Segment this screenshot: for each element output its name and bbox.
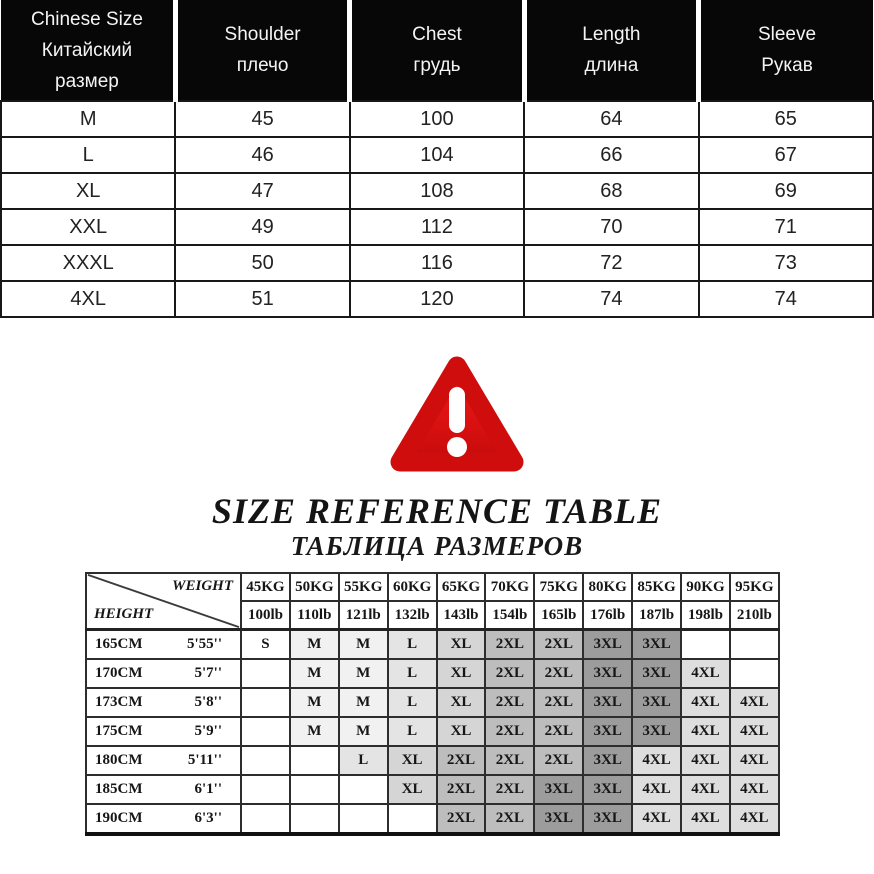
- size-cell: M: [339, 659, 388, 688]
- table-cell: XXXL: [1, 245, 175, 281]
- reference-row: [86, 746, 779, 775]
- size-cell: L: [339, 746, 388, 775]
- table-cell: 112: [350, 209, 524, 245]
- size-cell: [730, 630, 779, 660]
- size-cell: [241, 659, 290, 688]
- header-line: Китайский: [41, 39, 133, 61]
- weight-lb-cell: 121lb: [339, 601, 388, 630]
- table-cell: 71: [699, 209, 873, 245]
- table-cell: M: [1, 101, 175, 137]
- table-row: [1, 101, 873, 137]
- size-cell: 2XL: [485, 688, 534, 717]
- size-cell: L: [388, 717, 437, 746]
- weight-lb-cell: 210lb: [730, 601, 779, 630]
- height-cm: 185CM: [95, 781, 143, 797]
- size-cell: L: [388, 630, 437, 660]
- size-cell: 3XL: [632, 688, 681, 717]
- size-cell: 4XL: [681, 659, 730, 688]
- height-cm: 180CM: [95, 752, 143, 768]
- weight-lb-cell: 110lb: [290, 601, 339, 630]
- size-cell: 2XL: [437, 775, 486, 804]
- exclamation-bar: [449, 387, 465, 433]
- height-ft: 5'7'': [194, 665, 222, 681]
- weight-lb-cell: 187lb: [632, 601, 681, 630]
- weight-kg-cell: 80KG: [583, 573, 632, 601]
- weight-kg-cell: 55KG: [339, 573, 388, 601]
- size-cell: 4XL: [681, 804, 730, 834]
- height-label-cell: [86, 630, 241, 660]
- weight-kg-cell: 95KG: [730, 573, 779, 601]
- height-label-cell: [86, 717, 241, 746]
- table-cell: XL: [1, 173, 175, 209]
- header-line: длина: [584, 55, 639, 76]
- table-cell: 69: [699, 173, 873, 209]
- size-cell: 2XL: [534, 659, 583, 688]
- corner-weight-label: WEIGHT: [172, 578, 233, 594]
- header-line: грудь: [413, 55, 461, 76]
- reference-row: [86, 688, 779, 717]
- size-cell: 2XL: [485, 630, 534, 660]
- size-cell: 4XL: [681, 717, 730, 746]
- height-label-cell: [86, 746, 241, 775]
- size-cell: 4XL: [730, 775, 779, 804]
- size-cell: 3XL: [583, 659, 632, 688]
- size-cell: S: [241, 630, 290, 660]
- table-cell: 67: [699, 137, 873, 173]
- table-cell: 73: [699, 245, 873, 281]
- size-cell: 4XL: [681, 775, 730, 804]
- size-cell: XL: [437, 688, 486, 717]
- size-cell: M: [290, 688, 339, 717]
- size-cell: 2XL: [437, 804, 486, 834]
- measurement-table: [0, 0, 874, 318]
- table-row: [1, 281, 873, 317]
- reference-row: [86, 630, 779, 660]
- size-cell: 2XL: [437, 746, 486, 775]
- size-cell: 4XL: [632, 804, 681, 834]
- reference-row: [86, 804, 779, 834]
- weight-lb-cell: 198lb: [681, 601, 730, 630]
- height-label: [87, 694, 240, 711]
- table-row: [1, 173, 873, 209]
- size-cell: [730, 659, 779, 688]
- measurement-header-cell: [175, 0, 349, 101]
- size-cell: 3XL: [534, 804, 583, 834]
- height-label-cell: [86, 775, 241, 804]
- height-label: [87, 723, 240, 740]
- reference-row: [86, 717, 779, 746]
- size-cell: 3XL: [583, 688, 632, 717]
- measurement-header-cell: [350, 0, 524, 101]
- height-label: [87, 752, 240, 769]
- size-cell: 4XL: [632, 775, 681, 804]
- table-row: [1, 137, 873, 173]
- table-cell: 66: [524, 137, 698, 173]
- warning-section: [0, 318, 874, 476]
- reference-title: SIZE REFERENCE TABLE: [211, 491, 663, 531]
- header-line: размер: [55, 70, 119, 92]
- size-cell: 3XL: [632, 630, 681, 660]
- table-cell: 51: [175, 281, 349, 317]
- table-cell: 49: [175, 209, 349, 245]
- table-cell: 45: [175, 101, 349, 137]
- height-cm: 165CM: [95, 636, 143, 652]
- table-cell: 70: [524, 209, 698, 245]
- size-cell: 2XL: [485, 746, 534, 775]
- measurement-table-head: [1, 0, 873, 101]
- size-cell: M: [339, 688, 388, 717]
- size-cell: 2XL: [534, 717, 583, 746]
- size-cell: XL: [437, 659, 486, 688]
- height-label-cell: [86, 688, 241, 717]
- header-line: Chinese Size: [30, 8, 143, 30]
- size-cell: [290, 804, 339, 834]
- size-cell: [241, 688, 290, 717]
- size-cell: 3XL: [583, 775, 632, 804]
- table-cell: 72: [524, 245, 698, 281]
- table-cell: 65: [699, 101, 873, 137]
- header-line: Sleeve: [757, 24, 817, 45]
- size-cell: 3XL: [632, 717, 681, 746]
- height-cm: 173CM: [95, 694, 143, 710]
- table-cell: 116: [350, 245, 524, 281]
- reference-subtitle: ТАБЛИЦА РАЗМЕРОВ: [290, 531, 584, 561]
- height-ft: 6'1'': [194, 781, 222, 797]
- header-line: Shoulder: [224, 24, 301, 45]
- size-cell: L: [388, 659, 437, 688]
- size-cell: [681, 630, 730, 660]
- weight-kg-cell: 45KG: [241, 573, 290, 601]
- table-cell: 120: [350, 281, 524, 317]
- height-label: [87, 781, 240, 798]
- header-line: Chest: [412, 24, 462, 45]
- reference-table-body: [86, 630, 779, 835]
- weight-lb-cell: 132lb: [388, 601, 437, 630]
- size-cell: M: [290, 717, 339, 746]
- height-ft: 5'9'': [194, 723, 222, 739]
- size-cell: 2XL: [485, 804, 534, 834]
- weight-kg-cell: 75KG: [534, 573, 583, 601]
- measurement-header-row: [1, 0, 873, 101]
- height-cm: 190CM: [95, 810, 143, 826]
- header-line: Рукав: [761, 55, 813, 76]
- height-weight-corner-cell: [86, 573, 241, 630]
- size-cell: 4XL: [681, 746, 730, 775]
- size-cell: 4XL: [730, 804, 779, 834]
- table-cell: XXL: [1, 209, 175, 245]
- weight-kg-cell: 70KG: [485, 573, 534, 601]
- height-ft: 5'55'': [186, 636, 222, 652]
- reference-table: [85, 572, 780, 836]
- height-label: [87, 810, 240, 827]
- size-cell: XL: [388, 775, 437, 804]
- table-cell: 64: [524, 101, 698, 137]
- size-cell: 3XL: [583, 804, 632, 834]
- table-cell: 68: [524, 173, 698, 209]
- table-row: [1, 245, 873, 281]
- height-label: [87, 665, 240, 682]
- size-cell: 4XL: [681, 688, 730, 717]
- size-cell: 2XL: [485, 659, 534, 688]
- measurement-table-body: [1, 101, 873, 317]
- table-cell: 50: [175, 245, 349, 281]
- exclamation-dot: [447, 437, 467, 457]
- size-cell: 2XL: [485, 717, 534, 746]
- measurement-header-cell: [524, 0, 698, 101]
- size-cell: 4XL: [730, 688, 779, 717]
- size-cell: [241, 717, 290, 746]
- table-cell: 104: [350, 137, 524, 173]
- size-cell: 3XL: [632, 659, 681, 688]
- height-cm: 175CM: [95, 723, 143, 739]
- weight-kg-cell: 90KG: [681, 573, 730, 601]
- size-cell: [339, 804, 388, 834]
- table-cell: 74: [524, 281, 698, 317]
- size-cell: [241, 746, 290, 775]
- measurement-header-cell: [1, 0, 175, 101]
- table-cell: 74: [699, 281, 873, 317]
- measurement-header-cell: [699, 0, 873, 101]
- height-label-cell: [86, 804, 241, 834]
- size-cell: 3XL: [583, 717, 632, 746]
- corner-height-label: HEIGHT: [94, 606, 154, 622]
- size-cell: L: [388, 688, 437, 717]
- height-ft: 5'8'': [194, 694, 222, 710]
- size-cell: 2XL: [534, 746, 583, 775]
- weight-kg-row: [86, 573, 779, 601]
- weight-lb-cell: 100lb: [241, 601, 290, 630]
- size-cell: [241, 804, 290, 834]
- table-cell: 47: [175, 173, 349, 209]
- header-line: плечо: [236, 55, 289, 76]
- size-cell: M: [339, 630, 388, 660]
- table-row: [1, 209, 873, 245]
- height-label: [87, 636, 240, 653]
- weight-lb-cell: 143lb: [437, 601, 486, 630]
- weight-kg-cell: 60KG: [388, 573, 437, 601]
- size-cell: XL: [388, 746, 437, 775]
- reference-table-head: [86, 573, 779, 630]
- reference-row: [86, 775, 779, 804]
- size-cell: 2XL: [485, 775, 534, 804]
- size-cell: 4XL: [730, 746, 779, 775]
- reference-row: [86, 659, 779, 688]
- size-cell: 3XL: [583, 630, 632, 660]
- height-cm: 170CM: [95, 665, 143, 681]
- size-cell: [241, 775, 290, 804]
- weight-lb-cell: 165lb: [534, 601, 583, 630]
- weight-kg-cell: 50KG: [290, 573, 339, 601]
- height-ft: 6'3'': [194, 810, 222, 826]
- weight-kg-cell: 65KG: [437, 573, 486, 601]
- height-ft: 5'11'': [187, 752, 222, 768]
- size-cell: [339, 775, 388, 804]
- warning-triangle-icon: [386, 352, 528, 476]
- height-label-cell: [86, 659, 241, 688]
- weight-lb-cell: 176lb: [583, 601, 632, 630]
- size-cell: 4XL: [632, 746, 681, 775]
- size-cell: M: [290, 630, 339, 660]
- weight-lb-cell: 154lb: [485, 601, 534, 630]
- size-cell: XL: [437, 630, 486, 660]
- weight-kg-cell: 85KG: [632, 573, 681, 601]
- table-cell: 46: [175, 137, 349, 173]
- table-cell: 108: [350, 173, 524, 209]
- size-cell: 2XL: [534, 688, 583, 717]
- size-cell: M: [339, 717, 388, 746]
- size-cell: 4XL: [730, 717, 779, 746]
- size-cell: XL: [437, 717, 486, 746]
- header-line: Length: [582, 24, 641, 45]
- size-cell: M: [290, 659, 339, 688]
- size-cell: [290, 746, 339, 775]
- size-cell: 3XL: [534, 775, 583, 804]
- size-cell: [290, 775, 339, 804]
- table-cell: 4XL: [1, 281, 175, 317]
- table-cell: 100: [350, 101, 524, 137]
- size-cell: 3XL: [583, 746, 632, 775]
- size-cell: [388, 804, 437, 834]
- table-cell: L: [1, 137, 175, 173]
- size-cell: 2XL: [534, 630, 583, 660]
